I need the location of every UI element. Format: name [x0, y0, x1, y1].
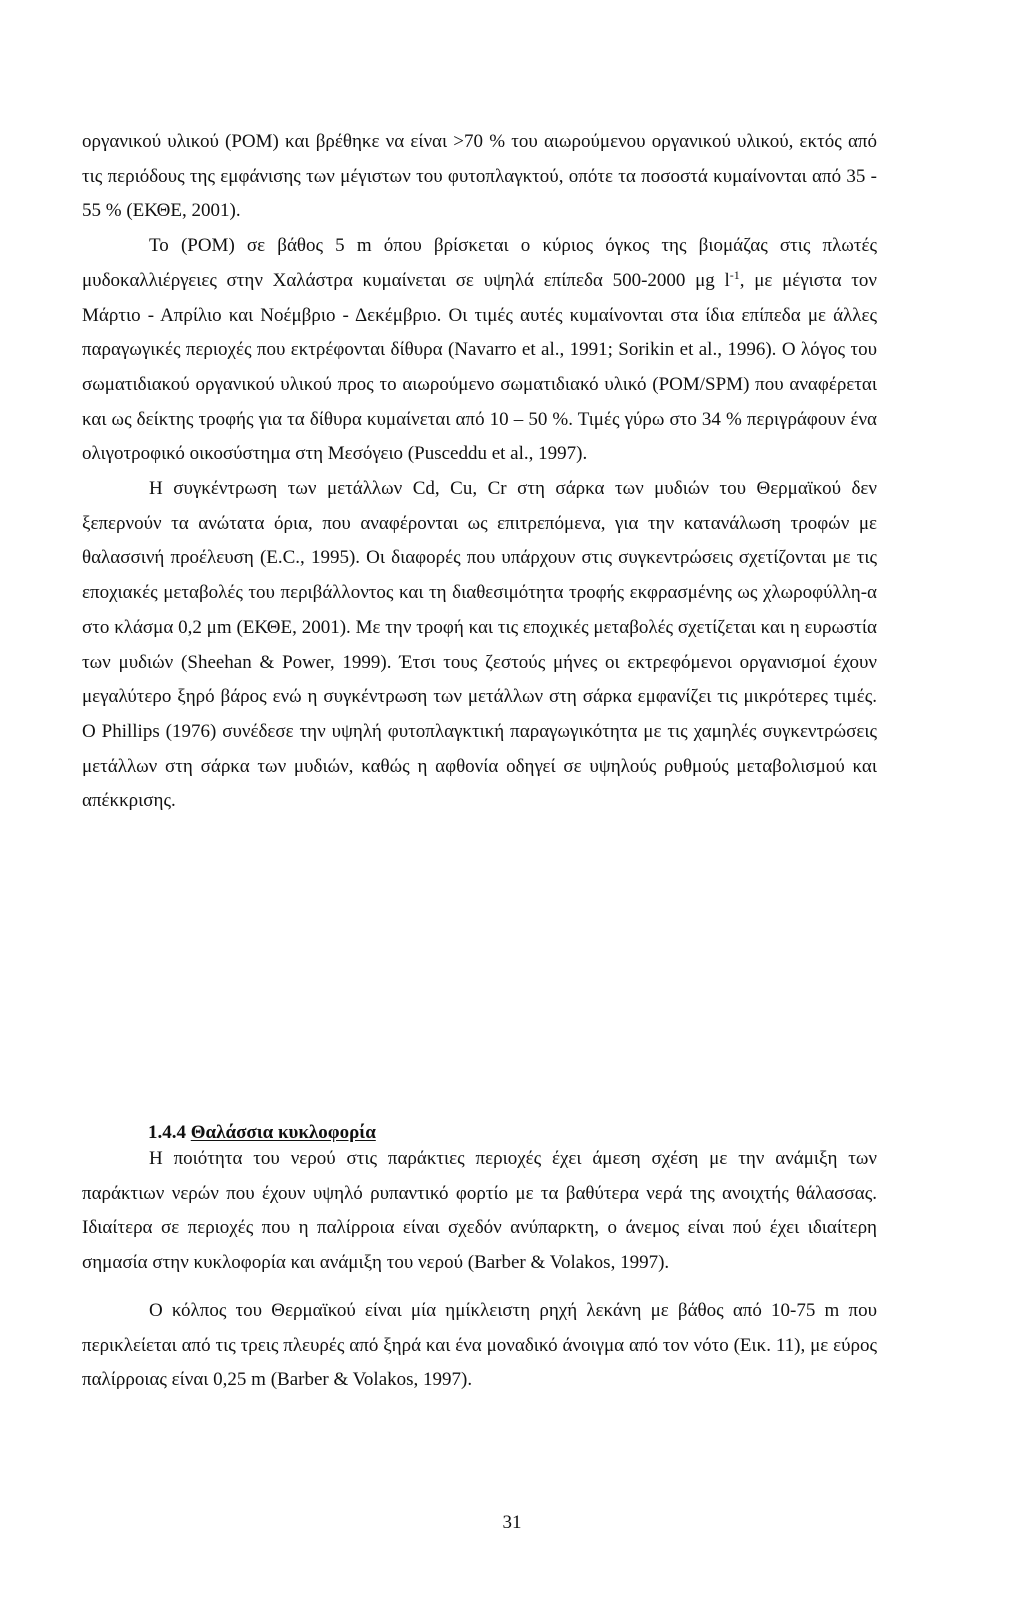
paragraph-pom-continuation: οργανικού υλικού (POM) και βρέθηκε να είναι >70 % του αιωρούμενου οργανικού υλικού, εκτός από τις περιόδους της εμφάνισης των μέγιστων του φυτοπλαγκτού, οπότε τα ποσοστά κυμαίνονται από 35 - 55 % (ΕΚΘΕ, 2001).: [82, 131, 877, 222]
paragraph-water-quality: Η ποιότητα του νερού στις παράκτιες περιοχές έχει άμεση σχέση με την ανάμιξη των παράκτιων νερών που έχουν υψηλό ρυπαντικό φορτίο με τα βαθύτερα νερά της ανοιχτής θάλασσας. Ιδιαίτερα σε περιοχές που η παλίρροια είναι σχεδόν ανύπαρκτη, ο άνεμος είναι πού έχει ιδιαίτερη σημασία στην κυκλοφορία και ανάμιξη του νερού (Barber & Volakos, 1997).: [82, 1148, 877, 1274]
section-title: Θαλάσσια κυκλοφορία: [190, 1122, 376, 1143]
body-text-upper: [82, 125, 877, 819]
body-text-lower: [82, 1142, 877, 1398]
unit-superscript: -1: [729, 267, 740, 282]
paragraph-metals: Η συγκέντρωση των μετάλλων Cd, Cu, Cr στη σάρκα των μυδιών του Θερμαϊκού δεν ξεπερνούν τα ανώτατα όρια, που αναφέρονται ως επιτρεπόμενα, για την κατανάλωση τροφών με θαλασσινή προέλευση (E.C., 1995). Οι διαφορές που υπάρχουν στις συγκεντρώσεις σχετίζονται με τις εποχιακές μεταβολές του περιβάλλοντος και τη διαθεσιμότητα τροφής εκφρασμένης ως χλωροφύλλη-α στο κλάσμα 0,2 μm (ΕΚΘΕ, 2001). Με την τροφή και τις εποχικές μεταβολές σχετίζεται και η ευρωστία των μυδιών (Sheehan & Power, 1999). Έτσι τους ζεστούς μήνες οι εκτρεφόμενοι οργανισμοί έχουν μεγαλύτερο ξηρό βάρος ενώ η συγκέντρωση των μετάλλων στη σάρκα εμφανίζει τις μικρότερες τιμές. Ο Phillips (1976) συνέδεσε την υψηλή φυτοπλαγκτική παραγωγικότητα με τις χαμηλές συγκεντρώσεις μετάλλων στη σάρκα των μυδιών, καθώς η αφθονία οδηγεί σε υψηλούς ρυθμούς μεταβολισμού και απέκκρισης.: [82, 478, 877, 812]
paragraph-pom-depth-start: Το (POM) σε βάθος 5 m όπου βρίσκεται ο κύριος όγκος της βιομάζας στις πλωτές μυδοκαλλιέργειες στην Χαλάστρα κυμαίνεται σε υψηλά επίπεδα 500-2000 μg l: [82, 235, 877, 291]
page-number: 31: [502, 1512, 522, 1533]
section-number: 1.4.4: [148, 1122, 186, 1143]
paragraph-thermaikos-gulf: Ο κόλπος του Θερμαϊκού είναι μία ημίκλειστη ρηχή λεκάνη με βάθος από 10-75 m που περικλείεται από τις τρεις πλευρές από ξηρά και ένα μοναδικό άνοιγμα από τον νότο (Εικ. 11), με εύρος παλίρροιας είναι 0,25 m (Barber & Volakos, 1997).: [82, 1299, 877, 1391]
paragraph-pom-depth-rest: , με μέγιστα τον Μάρτιο - Απρίλιο και Νοέμβριο - Δεκέμβριο. Οι τιμές αυτές κυμαίνονται στα ίδια επίπεδα με άλλες παραγωγικές περιοχές που εκτρέφονται δίθυρα (Navarro et al., 1991; Sorikin et al., 1996). Ο λόγος του σωματιδιακού οργανικού υλικού προς το αιωρούμενο σωματιδιακό υλικό (POM/SPM) που αναφέρεται και ως δείκτης τροφής για τα δίθυρα κυμαίνεται από 10 – 50 %. Τιμές γύρω στο 34 % περιγράφουν ένα ολιγοτροφικό οικοσύστημα στη Μεσόγειο (Pusceddu et al., 1997).: [82, 269, 878, 465]
paragraph-pom-depth: [82, 229, 877, 472]
